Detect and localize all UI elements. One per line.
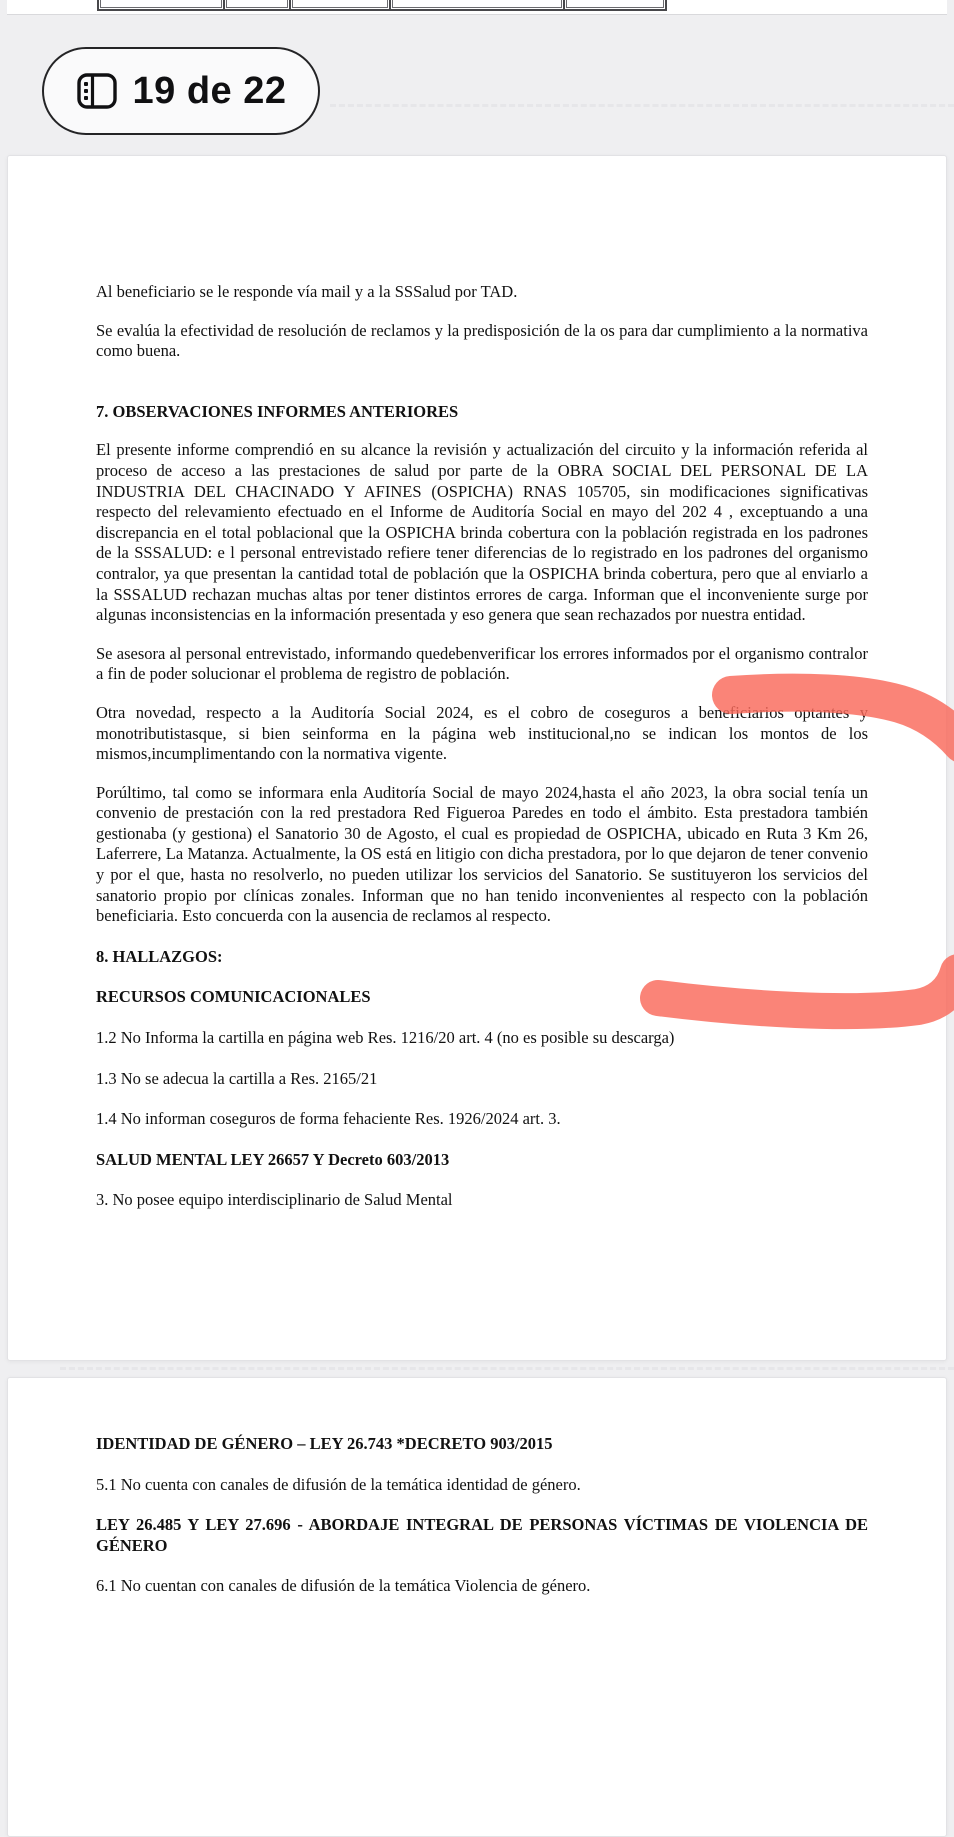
section-heading: RECURSOS COMUNICACIONALES: [96, 987, 371, 1007]
section-heading: SALUD MENTAL LEY 26657 Y Decreto 603/2013: [96, 1149, 450, 1169]
sidebar-pages-icon: [76, 71, 118, 111]
document-page-20: [7, 1377, 947, 1837]
paragraph: Al beneficiario se le responde vía mail y a la SSSalud por TAD.: [96, 282, 518, 301]
section-heading: LEY 26.485 Y LEY 27.696 - ABORDAJE INTEGRAL DE PERSONAS VÍCTIMAS DE VIOLENCIA DE GÉNERO: [96, 1515, 868, 1555]
table-cell-remnant: [289, 0, 391, 11]
list-item: 1.3 No se adecua la cartilla a Res. 2165/21: [96, 1068, 378, 1088]
document-page-19: [7, 155, 947, 1361]
page-indicator-label: 19 de 22: [132, 69, 287, 112]
page-indicator-pill[interactable]: [42, 47, 320, 135]
list-item: 6.1 No cuentan con canales de difusión de la temática Violencia de género.: [96, 1576, 591, 1596]
section-heading: IDENTIDAD DE GÉNERO – LEY 26.743 *DECRETO 903/2015: [96, 1434, 553, 1453]
table-cell-remnant: [563, 0, 667, 11]
previous-page-bottom-edge: [7, 0, 947, 15]
paragraph: Otra novedad, respecto a la Auditoría Social 2024, es el cobro de coseguros a beneficiarios optantes y monotributistasque, si bien seinforma en la página web institucional,no se indican los montos de los mismos,incumplimentando con la normativa vigente.: [96, 702, 868, 764]
list-item: 1.4 No informan coseguros de forma fehaciente Res. 1926/2024 art. 3.: [96, 1109, 561, 1129]
page-gap-texture: [330, 104, 954, 107]
list-item: 1.2 No Informa la cartilla en página web Res. 1216/20 art. 4 (no es posible su descarga): [96, 1028, 675, 1048]
table-bottom-remnant: [97, 0, 665, 11]
paragraph: Se asesora al personal entrevistado, informando quedebenverificar los errores informados por el organismo contralor a fin de poder solucionar el problema de registro de población.: [96, 643, 868, 684]
page-gap-texture: [60, 1367, 954, 1370]
list-item: 5.1 No cuenta con canales de difusión de la temática identidad de género.: [96, 1474, 581, 1494]
table-cell-remnant: [223, 0, 291, 11]
paragraph: Se evalúa la efectividad de resolución de reclamos y la predisposición de la os para dar cumplimiento a la normativa como buena.: [96, 320, 868, 361]
section-heading: 8. HALLAZGOS:: [96, 946, 223, 966]
page-19-content: [8, 156, 946, 1211]
paragraph: El presente informe comprendió en su alcance la revisión y actualización del circuito y la información referida al proceso de acceso a las prestaciones de salud por parte de la OBRA SOCIAL DEL PERSONAL DE LA INDUSTRIA DEL CHACINADO Y AFINES (OSPICHA) RNAS 105705, sin modificaciones significativas respecto del relevamiento efectuado en el Informe de Auditoría Social en mayo del 202 4 , exceptuando a una discrepancia en el total poblacional que la OSPICHA brinda cobertura con la población registrada en los padrones de la SSSALUD: e l personal entrevistado refiere tener diferencias de lo registrado en los padrones del organismo contralor, ya que presentan la cantidad total de población que la OSPICHA brinda cobertura, pero que al enviarlo a la SSSALUD rechazan muchas altas por tener distintos errores de carga. Informan que el inconveniente surge por algunas inconsistencias en la información presentada y eso genera que sean rechazados por nuestra entidad.: [96, 440, 868, 625]
section-heading: 7. OBSERVACIONES INFORMES ANTERIORES: [96, 401, 459, 421]
list-item: 3. No posee equipo interdisciplinario de Salud Mental: [96, 1190, 453, 1210]
page-20-content: [8, 1378, 946, 1597]
table-cell-remnant: [97, 0, 225, 11]
table-cell-remnant: [389, 0, 565, 11]
paragraph: Porúltimo, tal como se informara enla Auditoría Social de mayo 2024,hasta el año 2023, la obra social tenía un convenio de prestación con la red prestadora Red Figueroa Paredes en todo el ámbito. Esta prestadora también gestionaba (y gestiona) el Sanatorio 30 de Agosto, el cual es propiedad de OSPICHA, ubicado en Ruta 3 Km 26, Laferrere, La Matanza. Actualmente, la OS está en litigio con dicha prestadora, por lo que dejaron de tener convenio y por el que, hasta no resolverlo, no pueden utilizar los servicios del Sanatorio. Se sustituyeron los servicios del sanatorio propio por clínicas zonales. Informan que no han tenido inconvenientes al respecto con la población beneficiaria. Esto concuerda con la ausencia de reclamos al respecto.: [96, 782, 868, 926]
